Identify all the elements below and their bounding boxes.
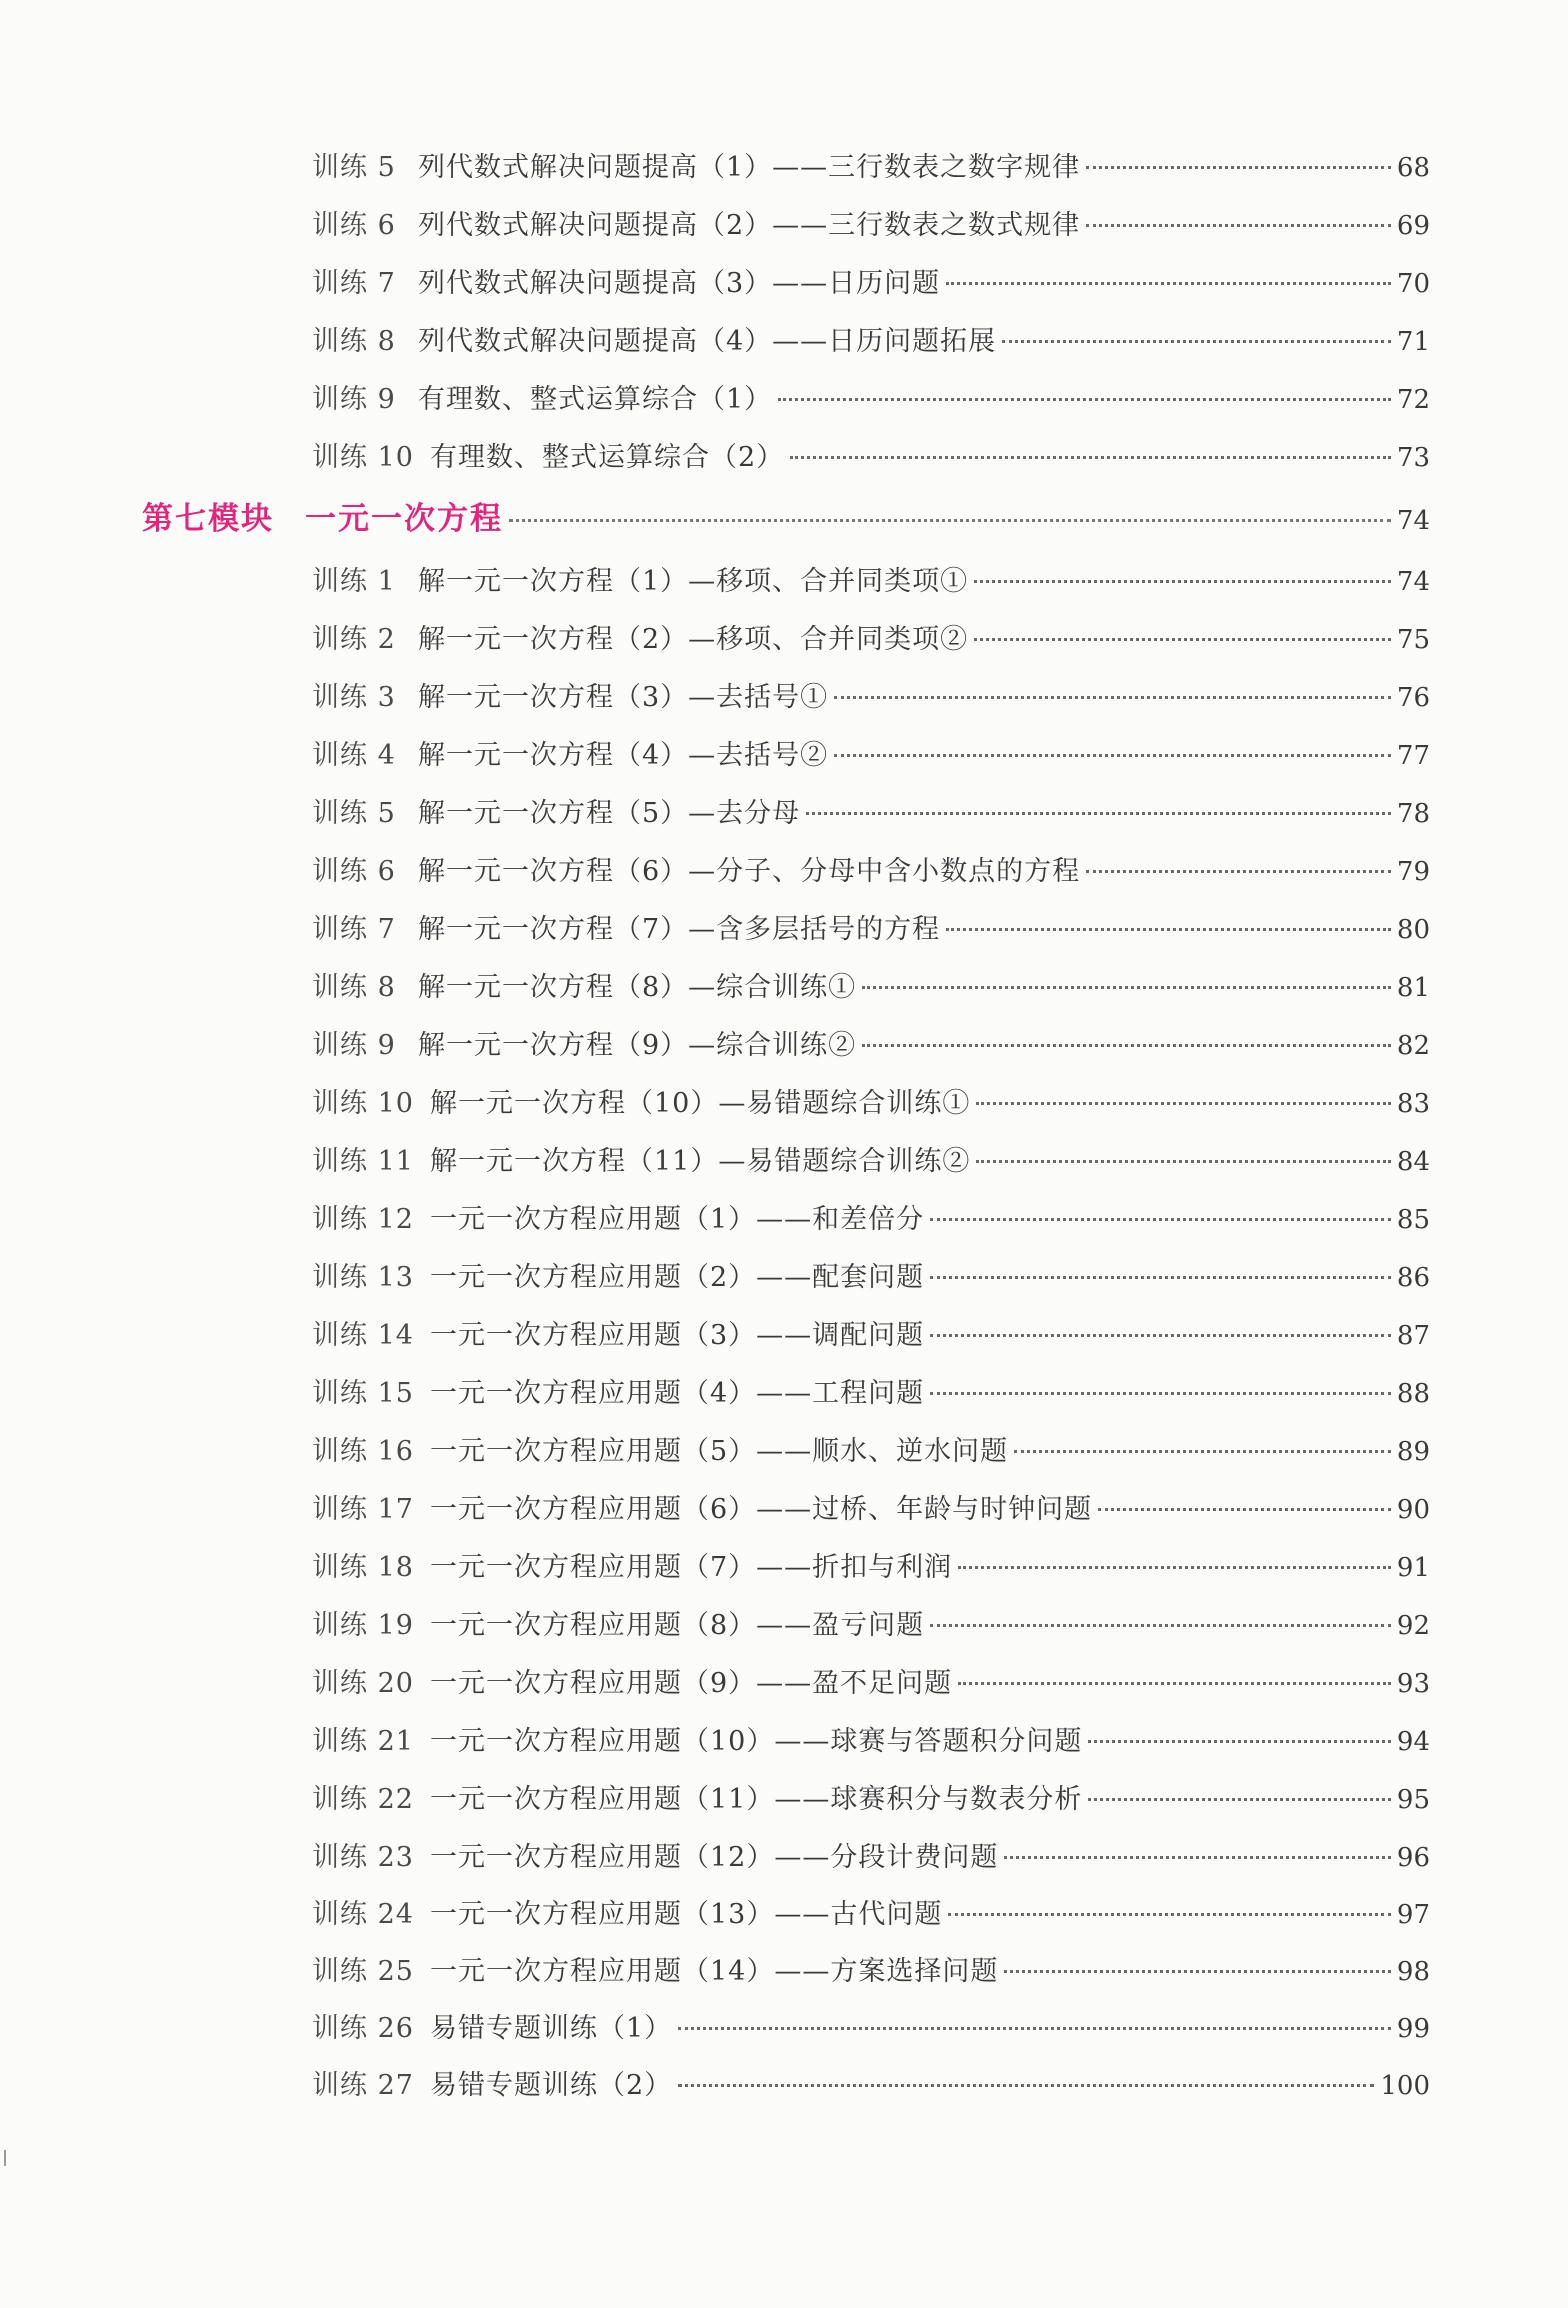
toc-entry-title: 解一元一次方程（11）—易错题综合训练② bbox=[430, 1146, 971, 1177]
dot-leader bbox=[930, 1218, 1391, 1221]
dot-leader bbox=[778, 398, 1391, 401]
toc-entry[interactable] bbox=[312, 1432, 1430, 1472]
toc-entry-title: 列代数式解决问题提高（3）——日历问题 bbox=[418, 268, 941, 299]
toc-entry[interactable] bbox=[312, 2066, 1430, 2106]
toc-entry-page: 96 bbox=[1396, 1843, 1430, 1873]
toc-entry-title: 易错专题训练（2） bbox=[430, 2070, 673, 2101]
toc-entry-title: 解一元一次方程（2）—移项、合并同类项② bbox=[418, 624, 969, 655]
toc-entry-label: 训练 24 bbox=[312, 1899, 414, 1930]
toc-entry-label: 训练 9 bbox=[312, 1030, 396, 1061]
toc-entry-label: 训练 27 bbox=[312, 2070, 414, 2101]
toc-entry[interactable] bbox=[312, 1374, 1430, 1414]
toc-entry-label: 训练 5 bbox=[312, 798, 396, 829]
toc-module-heading[interactable] bbox=[142, 499, 1430, 539]
toc-entry[interactable] bbox=[312, 1952, 1430, 1992]
toc-entry-title: 一元一次方程应用题（5）——顺水、逆水问题 bbox=[430, 1436, 1009, 1467]
toc-entry-label: 训练 14 bbox=[312, 1320, 414, 1351]
dot-leader bbox=[1088, 1740, 1391, 1743]
toc-entry-title: 列代数式解决问题提高（1）——三行数表之数字规律 bbox=[418, 152, 1081, 183]
toc-entry[interactable] bbox=[312, 1258, 1430, 1298]
toc-entry-title: 解一元一次方程（8）—综合训练① bbox=[418, 972, 857, 1003]
dot-leader bbox=[1002, 340, 1391, 343]
toc-entry-page: 74 bbox=[1396, 567, 1430, 597]
toc-entry[interactable] bbox=[312, 206, 1430, 246]
toc-entry-title: 一元一次方程应用题（3）——调配问题 bbox=[430, 1320, 925, 1351]
dot-leader bbox=[862, 986, 1391, 989]
toc-entry[interactable] bbox=[312, 1026, 1430, 1066]
toc-entry[interactable] bbox=[312, 264, 1430, 304]
toc-entry-title: 有理数、整式运算综合（1） bbox=[418, 384, 773, 415]
toc-entry-label: 训练 23 bbox=[312, 1842, 414, 1873]
dot-leader bbox=[1086, 166, 1391, 169]
toc-entry-page: 68 bbox=[1396, 153, 1430, 183]
dot-leader bbox=[974, 638, 1391, 641]
toc-entry[interactable] bbox=[312, 1664, 1430, 1704]
dot-leader bbox=[946, 928, 1391, 931]
toc-entry-title: 一元一次方程应用题（9）——盈不足问题 bbox=[430, 1668, 953, 1699]
toc-entry[interactable] bbox=[312, 1084, 1430, 1124]
toc-entry-page: 79 bbox=[1396, 857, 1430, 887]
toc-entry[interactable] bbox=[312, 1722, 1430, 1762]
toc-entry-page: 73 bbox=[1396, 443, 1430, 473]
dot-leader bbox=[976, 1160, 1391, 1163]
toc-entry-label: 训练 15 bbox=[312, 1378, 414, 1409]
toc-entry[interactable] bbox=[312, 1606, 1430, 1646]
toc-entry-label: 训练 1 bbox=[312, 566, 396, 597]
dot-leader bbox=[958, 1682, 1391, 1685]
toc-entry-title: 一元一次方程应用题（14）——方案选择问题 bbox=[430, 1956, 999, 1987]
toc-entry-label: 训练 4 bbox=[312, 740, 396, 771]
toc-entry[interactable] bbox=[312, 1838, 1430, 1878]
dot-leader bbox=[1014, 1450, 1391, 1453]
toc-entry-page: 93 bbox=[1396, 1669, 1430, 1699]
dot-leader bbox=[834, 696, 1391, 699]
toc-entry[interactable] bbox=[312, 1895, 1430, 1935]
toc-entry-page: 77 bbox=[1396, 741, 1430, 771]
toc-entry[interactable] bbox=[312, 852, 1430, 892]
toc-entry-label: 训练 25 bbox=[312, 1956, 414, 1987]
toc-entry-title: 解一元一次方程（1）—移项、合并同类项① bbox=[418, 566, 969, 597]
toc-entry-page: 89 bbox=[1396, 1437, 1430, 1467]
toc-entry[interactable] bbox=[312, 736, 1430, 776]
toc-entry-title: 一元一次方程应用题（4）——工程问题 bbox=[430, 1378, 925, 1409]
toc-entry-page: 82 bbox=[1396, 1031, 1430, 1061]
toc-entry-title: 一元一次方程应用题（2）——配套问题 bbox=[430, 1262, 925, 1293]
dot-leader bbox=[678, 2084, 1374, 2087]
toc-entry-label: 训练 10 bbox=[312, 442, 414, 473]
toc-entry[interactable] bbox=[312, 438, 1430, 478]
toc-entry-page: 76 bbox=[1396, 683, 1430, 713]
toc-entry-title: 一元一次方程应用题（8）——盈亏问题 bbox=[430, 1610, 925, 1641]
toc-entry[interactable] bbox=[312, 148, 1430, 188]
toc-entry-title: 一元一次方程应用题（1）——和差倍分 bbox=[430, 1204, 925, 1235]
toc-entry-page: 85 bbox=[1396, 1205, 1430, 1235]
toc-entry-label: 训练 19 bbox=[312, 1610, 414, 1641]
toc-entry-page: 83 bbox=[1396, 1089, 1430, 1119]
toc-entry-page: 75 bbox=[1396, 625, 1430, 655]
toc-entry-label: 训练 9 bbox=[312, 384, 396, 415]
toc-entry-title: 一元一次方程应用题（11）——球赛积分与数表分析 bbox=[430, 1784, 1083, 1815]
toc-entry-page: 70 bbox=[1396, 269, 1430, 299]
dot-leader bbox=[930, 1276, 1391, 1279]
toc-entry-title: 易错专题训练（1） bbox=[430, 2013, 673, 2044]
toc-entry-label: 训练 17 bbox=[312, 1494, 414, 1525]
toc-entry-label: 训练 5 bbox=[312, 152, 396, 183]
toc-entry-title: 列代数式解决问题提高（4）——日历问题拓展 bbox=[418, 326, 997, 357]
toc-entry-page: 87 bbox=[1396, 1321, 1430, 1351]
toc-entry-page: 71 bbox=[1396, 327, 1430, 357]
toc-entry-title: 一元一次方程应用题（12）——分段计费问题 bbox=[430, 1842, 999, 1873]
toc-entry-label: 训练 8 bbox=[312, 326, 396, 357]
toc-entry-title: 一元一次方程应用题（13）——古代问题 bbox=[430, 1899, 943, 1930]
toc-entry-page: 95 bbox=[1396, 1785, 1430, 1815]
dot-leader bbox=[930, 1334, 1391, 1337]
module-title: 一元一次方程 bbox=[305, 501, 503, 537]
toc-entry-title: 解一元一次方程（3）—去括号① bbox=[418, 682, 829, 713]
dot-leader bbox=[976, 1102, 1391, 1105]
toc-entry-page: 86 bbox=[1396, 1263, 1430, 1293]
toc-entry[interactable] bbox=[312, 620, 1430, 660]
toc-entry-title: 一元一次方程应用题（7）——折扣与利润 bbox=[430, 1552, 953, 1583]
toc-entry-page: 97 bbox=[1396, 1900, 1430, 1930]
dot-leader bbox=[930, 1624, 1391, 1627]
toc-entry-label: 训练 11 bbox=[312, 1146, 414, 1177]
toc-entry-page: 72 bbox=[1396, 385, 1430, 415]
toc-entry-page: 78 bbox=[1396, 799, 1430, 829]
toc-entry[interactable] bbox=[312, 1490, 1430, 1530]
toc-entry-page: 80 bbox=[1396, 915, 1430, 945]
toc-entry-page: 88 bbox=[1396, 1379, 1430, 1409]
toc-entry[interactable] bbox=[312, 380, 1430, 420]
toc-entry-title: 解一元一次方程（4）—去括号② bbox=[418, 740, 829, 771]
toc-entry[interactable] bbox=[312, 2009, 1430, 2049]
dot-leader bbox=[930, 1392, 1391, 1395]
toc-entry-label: 训练 21 bbox=[312, 1726, 414, 1757]
scan-edge-mark bbox=[4, 2150, 6, 2166]
toc-entry-page: 99 bbox=[1396, 2014, 1430, 2044]
toc-entry-title: 解一元一次方程（10）—易错题综合训练① bbox=[430, 1088, 971, 1119]
toc-entry-label: 训练 16 bbox=[312, 1436, 414, 1467]
dot-leader bbox=[862, 1044, 1391, 1047]
toc-entry-label: 训练 13 bbox=[312, 1262, 414, 1293]
toc-entry[interactable] bbox=[312, 968, 1430, 1008]
dot-leader bbox=[790, 456, 1391, 459]
dot-leader bbox=[1086, 870, 1391, 873]
toc-entry-title: 一元一次方程应用题（10）——球赛与答题积分问题 bbox=[430, 1726, 1083, 1757]
toc-entry-page: 91 bbox=[1396, 1553, 1430, 1583]
toc-entry-label: 训练 6 bbox=[312, 210, 396, 241]
toc-entry-title: 列代数式解决问题提高（2）——三行数表之数式规律 bbox=[418, 210, 1081, 241]
toc-entry-page: 81 bbox=[1396, 973, 1430, 1003]
module-page: 74 bbox=[1396, 506, 1430, 536]
toc-entry-label: 训练 18 bbox=[312, 1552, 414, 1583]
toc-entry-label: 训练 26 bbox=[312, 2013, 414, 2044]
toc-entry[interactable] bbox=[312, 794, 1430, 834]
dot-leader bbox=[1088, 1798, 1391, 1801]
dot-leader bbox=[1086, 224, 1391, 227]
toc-entry-label: 训练 8 bbox=[312, 972, 396, 1003]
toc-entry[interactable] bbox=[312, 322, 1430, 362]
toc-entry-label: 训练 3 bbox=[312, 682, 396, 713]
dot-leader bbox=[946, 282, 1391, 285]
toc-entry-label: 训练 10 bbox=[312, 1088, 414, 1119]
toc-entry[interactable] bbox=[312, 910, 1430, 950]
toc-entry-page: 100 bbox=[1380, 2071, 1430, 2101]
toc-entry-page: 94 bbox=[1396, 1727, 1430, 1757]
toc-entry-label: 训练 2 bbox=[312, 624, 396, 655]
toc-entry[interactable] bbox=[312, 678, 1430, 718]
toc-entry-page: 84 bbox=[1396, 1147, 1430, 1177]
toc-entry-title: 解一元一次方程（9）—综合训练② bbox=[418, 1030, 857, 1061]
toc-entry-page: 69 bbox=[1396, 211, 1430, 241]
dot-leader bbox=[958, 1566, 1391, 1569]
toc-entry-title: 解一元一次方程（6）—分子、分母中含小数点的方程 bbox=[418, 856, 1081, 887]
toc-entry[interactable] bbox=[312, 1200, 1430, 1240]
toc-entry-title: 有理数、整式运算综合（2） bbox=[430, 442, 785, 473]
toc-entry[interactable] bbox=[312, 1316, 1430, 1356]
toc-entry-title: 解一元一次方程（7）—含多层括号的方程 bbox=[418, 914, 941, 945]
dot-leader bbox=[1004, 1856, 1391, 1859]
toc-entry[interactable] bbox=[312, 1780, 1430, 1820]
toc-entry-page: 98 bbox=[1396, 1957, 1430, 1987]
toc-entry[interactable] bbox=[312, 562, 1430, 602]
toc-entry-label: 训练 20 bbox=[312, 1668, 414, 1699]
dot-leader bbox=[1098, 1508, 1391, 1511]
toc-entry-page: 92 bbox=[1396, 1611, 1430, 1641]
dot-leader bbox=[948, 1913, 1391, 1916]
toc-entry-label: 训练 6 bbox=[312, 856, 396, 887]
dot-leader bbox=[509, 519, 1391, 522]
dot-leader bbox=[834, 754, 1391, 757]
toc-entry-label: 训练 12 bbox=[312, 1204, 414, 1235]
toc-entry-label: 训练 7 bbox=[312, 914, 396, 945]
dot-leader bbox=[678, 2027, 1391, 2030]
toc-entry-label: 训练 22 bbox=[312, 1784, 414, 1815]
toc-entry[interactable] bbox=[312, 1548, 1430, 1588]
toc-entry-title: 一元一次方程应用题（6）——过桥、年龄与时钟问题 bbox=[430, 1494, 1093, 1525]
module-label: 第七模块 bbox=[142, 501, 274, 537]
toc-entry[interactable] bbox=[312, 1142, 1430, 1182]
dot-leader bbox=[974, 580, 1391, 583]
dot-leader bbox=[806, 812, 1391, 815]
toc-entry-title: 解一元一次方程（5）—去分母 bbox=[418, 798, 801, 829]
toc-entry-page: 90 bbox=[1396, 1495, 1430, 1525]
dot-leader bbox=[1004, 1970, 1391, 1973]
toc-entry-label: 训练 7 bbox=[312, 268, 396, 299]
